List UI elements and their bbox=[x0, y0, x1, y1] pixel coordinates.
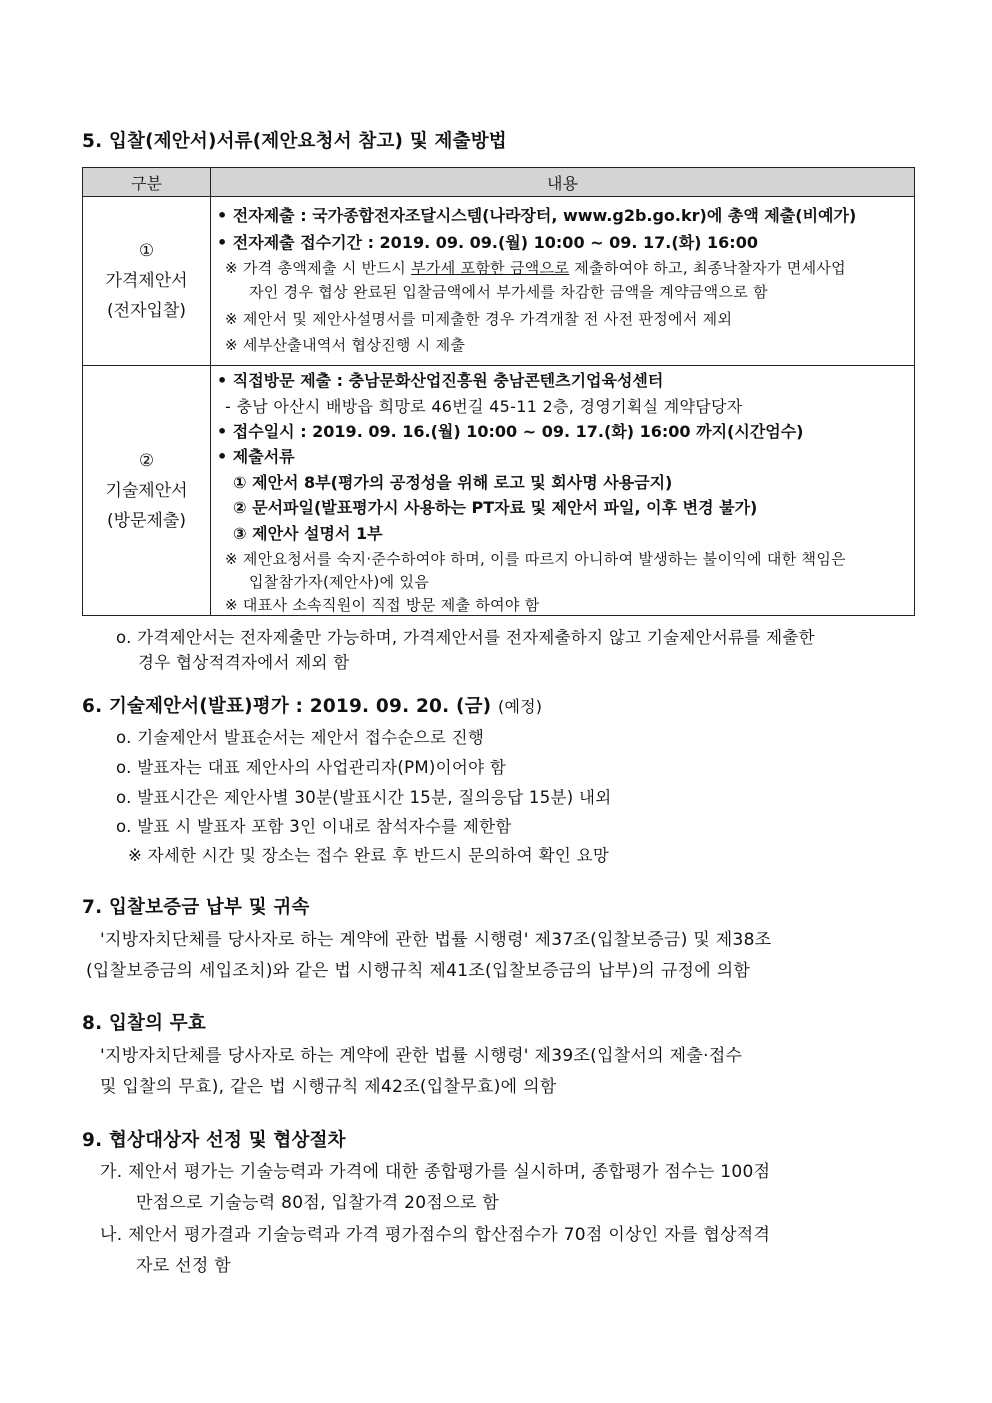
s6-item-4: o. 발표 시 발표자 포함 3인 이내로 참석자수를 제한함 bbox=[116, 817, 512, 836]
s7-line-1: '지방자치단체를 당사자로 하는 계약에 관한 법률 시행령' 제37조(입찰보증금) 및 제38조 bbox=[100, 930, 772, 950]
section-9-title: 9. 협상대상자 선정 및 협상절차 bbox=[82, 1130, 346, 1151]
s8-line-1: '지방자치단체를 당사자로 하는 계약에 관한 법률 시행령' 제39조(입찰서의 제출·접수 bbox=[100, 1046, 743, 1066]
bullet-electronic-period: • 전자제출 접수기간 : 2019. 09. 09.(월) 10:00 ~ 09. 17.(화) 16:00 bbox=[217, 233, 758, 252]
s9-b-line-1: 나. 제안서 평가결과 기술능력과 가격 평가점수의 합산점수가 70점 이상인 자를 협상적격 bbox=[100, 1225, 771, 1245]
note-vat: ※ 가격 총액제출 시 반드시 부가세 포함한 금액으로 제출하여야 하고, 최종낙찰자가 면세사업 bbox=[225, 259, 846, 277]
category-number: ② bbox=[138, 450, 155, 471]
category-sub: (전자입찰) bbox=[107, 301, 186, 321]
s8-line-2: 및 입찰의 무효), 같은 법 시행규칙 제42조(입찰무효)에 의함 bbox=[100, 1077, 557, 1097]
note-compliance: ※ 제안요청서를 숙지·준수하여야 하며, 이를 따르지 아니하여 발생하는 불이익에 대한 책임은 bbox=[225, 550, 846, 568]
section-6-title: 6. 기술제안서(발표)평가 : 2019. 09. 20. (금) (예정) bbox=[82, 696, 543, 717]
s6-item-1: o. 기술제안서 발표순서는 제안서 접수순으로 진행 bbox=[116, 728, 485, 747]
note-compliance-cont: 입찰참가자(제안사)에 있음 bbox=[249, 573, 430, 591]
bullet-visit-submit: • 직접방문 제출 : 충남문화산업진흥원 충남콘텐츠기업육성센터 bbox=[217, 371, 664, 390]
s9-b-line-2: 자로 선정 함 bbox=[136, 1256, 232, 1276]
category-label: 기술제안서 bbox=[105, 480, 188, 501]
s6-note: ※ 자세한 시간 및 장소는 접수 완료 후 반드시 문의하여 확인 요망 bbox=[128, 846, 610, 865]
bullet-receipt-time: • 접수일시 : 2019. 09. 16.(월) 10:00 ~ 09. 17.(화) 16:00 까지(시간엄수) bbox=[217, 422, 804, 441]
category-number: ① bbox=[138, 241, 155, 261]
section-5-title: 5. 입찰(제안서)서류(제안요청서 참고) 및 제출방법 bbox=[82, 131, 507, 152]
bullet-documents: • 제출서류 bbox=[217, 447, 295, 466]
doc-item-1: ① 제안서 8부(평가의 공정성을 위해 로고 및 회사명 사용금지) bbox=[233, 473, 673, 492]
s9-a-line-1: 가. 제안서 평가는 기술능력과 가격에 대한 종합평가를 실시하며, 종합평가 점수는 100점 bbox=[100, 1162, 771, 1182]
category-label: 가격제안서 bbox=[105, 271, 188, 291]
submission-table bbox=[82, 167, 915, 616]
section-7-title: 7. 입찰보증금 납부 및 귀속 bbox=[82, 897, 310, 918]
bullet-electronic-submit: • 전자제출 : 국가종합전자조달시스템(나라장터, www.g2b.go.kr)에 총액 제출(비예가) bbox=[217, 206, 857, 225]
table-footnote-2: 경우 협상적격자에서 제외 함 bbox=[138, 653, 350, 672]
table-header-category: 구분 bbox=[83, 168, 211, 197]
category-price-proposal bbox=[83, 197, 211, 366]
s9-a-line-2: 만점으로 기술능력 80점, 입찰가격 20점으로 함 bbox=[136, 1193, 499, 1213]
section-8-title: 8. 입찰의 무효 bbox=[82, 1013, 206, 1034]
note-detail-calc: ※ 세부산출내역서 협상진행 시 제출 bbox=[225, 336, 466, 354]
table-header-content: 내용 bbox=[211, 168, 915, 197]
content-tech-proposal bbox=[211, 366, 915, 616]
s6-item-2: o. 발표자는 대표 제안사의 사업관리자(PM)이어야 함 bbox=[116, 758, 507, 777]
category-sub: (방문제출) bbox=[107, 510, 186, 531]
content-price-proposal bbox=[211, 197, 915, 366]
note-staff-visit: ※ 대표사 소속직원이 직접 방문 제출 하여야 함 bbox=[225, 596, 540, 614]
category-tech-proposal bbox=[83, 366, 211, 616]
doc-item-3: ③ 제안사 설명서 1부 bbox=[233, 524, 383, 543]
note-vat-cont: 자인 경우 협상 완료된 입찰금액에서 부가세를 차감한 금액을 계약금액으로 함 bbox=[249, 283, 768, 301]
s6-item-3: o. 발표시간은 제안사별 30분(발표시간 15분, 질의응답 15분) 내외 bbox=[116, 788, 612, 807]
visit-address: - 충남 아산시 배방읍 희망로 46번길 45-11 2층, 경영기획실 계약담당자 bbox=[225, 397, 743, 416]
doc-item-2: ② 문서파일(발표평가시 사용하는 PT자료 및 제안서 파일, 이후 변경 불가) bbox=[233, 498, 758, 517]
note-missing-docs: ※ 제안서 및 제안사설명서를 미제출한 경우 가격개찰 전 사전 판정에서 제외 bbox=[225, 310, 733, 328]
table-footnote-1: o. 가격제안서는 전자제출만 가능하며, 가격제안서를 전자제출하지 않고 기술제안서류를 제출한 bbox=[116, 628, 815, 647]
s7-line-2: (입찰보증금의 세입조치)와 같은 법 시행규칙 제41조(입찰보증금의 납부)의 규정에 의함 bbox=[86, 961, 751, 981]
